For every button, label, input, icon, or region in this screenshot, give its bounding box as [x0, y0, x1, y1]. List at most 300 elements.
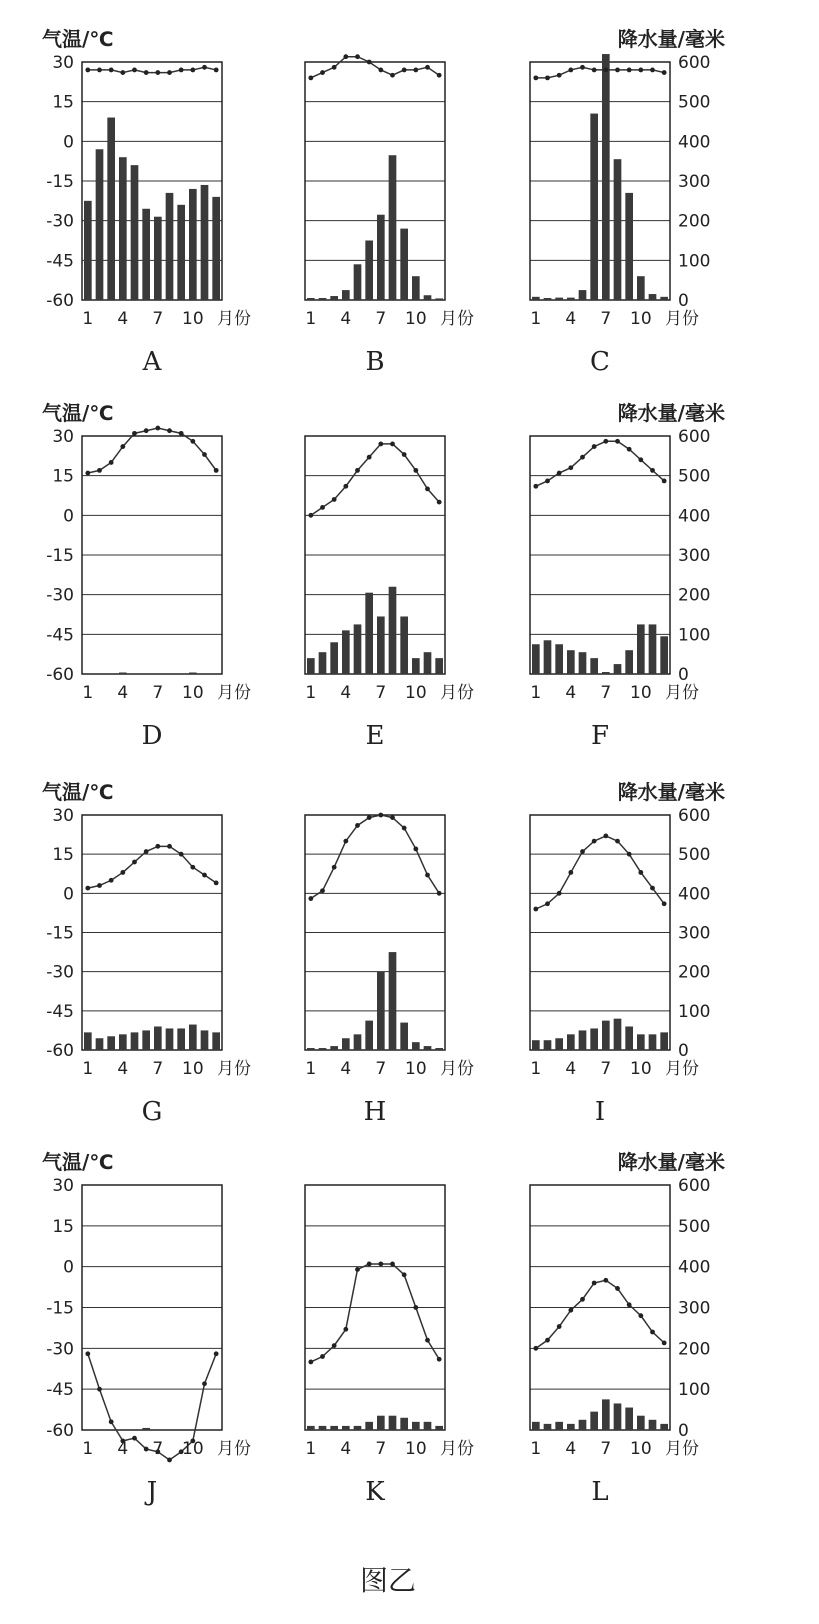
precip-bar-h — [435, 1048, 443, 1050]
temperature-point-d — [202, 452, 207, 457]
precip-bar-g — [107, 1036, 115, 1050]
month-tick-a: 1 — [82, 309, 94, 329]
precip-bar-k — [319, 1426, 327, 1430]
precip-bar-i — [590, 1028, 598, 1050]
temperature-point-a — [109, 68, 114, 73]
temperature-point-g — [144, 849, 149, 854]
precip-bar-c — [590, 114, 598, 300]
temperature-point-e — [437, 500, 442, 505]
month-tick-i: 1 — [530, 1059, 542, 1079]
temp-tick-g: 15 — [52, 845, 74, 866]
month-unit-i: 月份 — [665, 1059, 699, 1079]
precip-bar-c — [579, 290, 587, 300]
temperature-point-a — [97, 68, 102, 73]
month-tick-f: 10 — [630, 683, 652, 703]
precip-bar-b — [377, 215, 385, 300]
temperature-point-h — [320, 888, 325, 893]
panel-label-a: A — [142, 347, 162, 377]
temperature-point-d — [190, 439, 195, 444]
precip-bar-e — [365, 593, 373, 674]
panel-label-i: I — [594, 1097, 606, 1127]
precip-bar-a — [107, 118, 115, 300]
month-tick-d: 7 — [152, 683, 164, 703]
precip-bar-l — [555, 1422, 563, 1430]
precip-bar-a — [166, 193, 174, 300]
temperature-point-i — [592, 839, 597, 844]
temperature-point-d — [144, 428, 149, 433]
temperature-point-f — [580, 455, 585, 460]
temp-tick-a: -15 — [46, 172, 74, 192]
precip-bar-i — [544, 1040, 552, 1050]
temperature-point-d — [214, 468, 219, 473]
temperature-line-c — [536, 67, 664, 78]
temp-tick-j: -45 — [46, 1380, 74, 1401]
temp-tick-g: -15 — [46, 923, 74, 944]
month-unit-e: 月份 — [440, 683, 474, 703]
month-unit-f: 月份 — [665, 683, 699, 703]
precip-bar-l — [625, 1408, 633, 1430]
temperature-point-d — [85, 471, 90, 476]
temperature-point-h — [367, 815, 372, 820]
temperature-point-h — [332, 865, 337, 870]
temperature-point-l — [545, 1338, 550, 1343]
panel-label-l: L — [591, 1477, 609, 1507]
precip-bar-c — [544, 298, 552, 300]
precip-bar-b — [412, 276, 420, 300]
temperature-point-g — [179, 852, 184, 857]
temperature-point-l — [557, 1324, 562, 1329]
precip-tick-c: 600 — [678, 53, 711, 73]
precip-bar-a — [189, 189, 197, 300]
month-tick-l: 7 — [600, 1439, 612, 1459]
temperature-point-j — [202, 1381, 207, 1386]
precip-bar-i — [579, 1030, 587, 1050]
temperature-point-a — [214, 68, 219, 73]
precip-tick-f: 300 — [678, 546, 711, 566]
month-tick-g: 1 — [82, 1059, 94, 1079]
month-tick-e: 7 — [375, 683, 387, 703]
month-unit-j: 月份 — [217, 1439, 251, 1459]
temperature-point-f — [592, 444, 597, 449]
temperature-point-k — [308, 1360, 313, 1365]
month-tick-c: 1 — [530, 309, 542, 329]
precip-bar-a — [142, 209, 150, 300]
precip-bar-a — [177, 205, 185, 300]
precip-tick-f: 500 — [678, 466, 711, 487]
temperature-point-c — [557, 73, 562, 78]
precip-bar-g — [166, 1028, 174, 1050]
precip-tick-l: 0 — [678, 1421, 689, 1441]
precip-bar-d — [119, 673, 127, 675]
precip-bar-k — [330, 1426, 338, 1430]
precip-bar-e — [377, 616, 385, 674]
temp-tick-j: -30 — [46, 1339, 74, 1360]
month-unit-h: 月份 — [440, 1059, 474, 1079]
precip-bar-k — [435, 1426, 443, 1430]
precip-tick-f: 600 — [678, 427, 711, 447]
precip-tick-i: 100 — [678, 1001, 711, 1022]
precip-tick-i: 400 — [678, 884, 711, 905]
temperature-point-h — [425, 873, 430, 878]
precip-tick-l: 300 — [678, 1298, 711, 1319]
precip-bar-e — [342, 630, 350, 674]
temperature-point-b — [413, 68, 418, 73]
precip-bar-g — [84, 1032, 92, 1050]
temperature-point-d — [132, 431, 137, 436]
precip-tick-f: 100 — [678, 625, 711, 646]
temperature-line-i — [536, 836, 664, 909]
precip-bar-k — [412, 1422, 420, 1430]
temperature-point-e — [320, 505, 325, 510]
month-tick-d: 10 — [182, 683, 204, 703]
precip-bar-g — [154, 1027, 162, 1051]
precip-bar-k — [424, 1422, 432, 1430]
temperature-point-l — [580, 1297, 585, 1302]
month-tick-g: 7 — [152, 1059, 164, 1079]
temperature-point-e — [402, 452, 407, 457]
precip-bar-b — [342, 290, 350, 300]
temp-tick-d: 0 — [63, 506, 74, 527]
temp-axis-title-d: 气温/℃ — [42, 401, 114, 425]
precip-bar-e — [424, 652, 432, 674]
precip-bar-h — [389, 952, 397, 1050]
temperature-point-c — [627, 68, 632, 73]
panel-label-e: E — [365, 721, 385, 751]
precip-tick-f: 200 — [678, 585, 711, 606]
precip-bar-c — [660, 297, 668, 300]
temperature-point-k — [378, 1262, 383, 1267]
panel-label-h: H — [363, 1097, 387, 1127]
month-tick-k: 4 — [340, 1439, 352, 1459]
temp-tick-g: -30 — [46, 962, 74, 983]
temperature-point-l — [603, 1278, 608, 1283]
month-unit-g: 月份 — [217, 1059, 251, 1079]
temperature-point-k — [402, 1272, 407, 1277]
precip-tick-l: 100 — [678, 1380, 711, 1401]
precip-bar-b — [307, 298, 315, 300]
precip-bar-k — [365, 1422, 373, 1430]
precip-tick-l: 500 — [678, 1216, 711, 1237]
temperature-point-i — [533, 907, 538, 912]
month-tick-f: 4 — [565, 683, 577, 703]
precip-tick-l: 600 — [678, 1176, 711, 1196]
temperature-point-b — [332, 65, 337, 70]
temperature-point-k — [437, 1357, 442, 1362]
precip-bar-a — [84, 201, 92, 300]
temperature-point-g — [97, 883, 102, 888]
temperature-point-a — [202, 65, 207, 70]
month-tick-l: 1 — [530, 1439, 542, 1459]
temperature-point-i — [650, 886, 655, 891]
month-tick-j: 4 — [117, 1439, 129, 1459]
temperature-line-g — [88, 846, 216, 888]
temperature-point-a — [190, 68, 195, 73]
month-tick-j: 7 — [152, 1439, 164, 1459]
temperature-point-f — [557, 471, 562, 476]
temperature-point-j — [214, 1351, 219, 1356]
temperature-point-e — [425, 486, 430, 491]
temperature-point-k — [355, 1267, 360, 1272]
temperature-point-k — [343, 1327, 348, 1332]
precip-bar-f — [579, 652, 587, 674]
temperature-point-f — [638, 457, 643, 462]
precip-bar-h — [412, 1042, 420, 1050]
month-tick-c: 10 — [630, 309, 652, 329]
precip-bar-f — [567, 650, 575, 674]
panel-label-b: B — [365, 347, 385, 377]
precip-bar-f — [614, 664, 622, 674]
temperature-point-l — [662, 1340, 667, 1345]
temperature-point-j — [109, 1419, 114, 1424]
temp-tick-d: 30 — [52, 427, 74, 447]
temperature-line-h — [311, 815, 439, 899]
temperature-point-c — [545, 75, 550, 80]
precip-bar-g — [119, 1034, 127, 1050]
precip-tick-l: 400 — [678, 1257, 711, 1278]
temperature-point-a — [120, 70, 125, 75]
precip-bar-l — [544, 1424, 552, 1430]
temperature-point-a — [85, 68, 90, 73]
precip-bar-f — [590, 658, 598, 674]
precip-tick-i: 0 — [678, 1041, 689, 1061]
month-tick-i: 7 — [600, 1059, 612, 1079]
temperature-point-g — [202, 873, 207, 878]
temperature-point-b — [308, 75, 313, 80]
temperature-point-k — [390, 1262, 395, 1267]
month-tick-j: 1 — [82, 1439, 94, 1459]
temperature-point-k — [425, 1338, 430, 1343]
precip-bar-l — [602, 1399, 610, 1430]
precip-tick-i: 500 — [678, 845, 711, 866]
precip-bar-i — [532, 1040, 540, 1050]
temperature-point-j — [132, 1436, 137, 1441]
precip-tick-c: 400 — [678, 132, 711, 153]
temperature-point-f — [533, 484, 538, 489]
temperature-point-c — [662, 70, 667, 75]
panel-label-k: K — [365, 1477, 385, 1507]
month-tick-h: 4 — [340, 1059, 352, 1079]
precip-bar-h — [330, 1046, 338, 1050]
temperature-point-h — [378, 813, 383, 818]
temperature-point-i — [662, 901, 667, 906]
precip-bar-f — [660, 636, 668, 674]
temperature-point-l — [650, 1330, 655, 1335]
precip-tick-c: 300 — [678, 172, 711, 192]
precip-bar-i — [625, 1027, 633, 1051]
month-tick-h: 10 — [405, 1059, 427, 1079]
precip-bar-e — [307, 658, 315, 674]
temperature-point-b — [390, 73, 395, 78]
precip-tick-f: 0 — [678, 665, 689, 685]
temperature-point-j — [167, 1458, 172, 1463]
temp-axis-title-g: 气温/℃ — [42, 780, 114, 804]
temperature-point-h — [390, 815, 395, 820]
temp-tick-j: 0 — [63, 1257, 74, 1278]
temperature-point-g — [120, 870, 125, 875]
temperature-point-a — [144, 70, 149, 75]
panel-label-f: F — [590, 721, 610, 751]
temp-tick-g: 0 — [63, 884, 74, 905]
precip-tick-i: 200 — [678, 962, 711, 983]
temperature-point-d — [109, 460, 114, 465]
temperature-point-j — [97, 1387, 102, 1392]
temp-tick-g: -45 — [46, 1001, 74, 1022]
precip-bar-f — [649, 624, 657, 674]
precip-bar-l — [649, 1420, 657, 1430]
temp-tick-a: -30 — [46, 211, 74, 232]
precip-bar-c — [555, 298, 563, 300]
temperature-point-b — [402, 68, 407, 73]
temperature-point-g — [214, 880, 219, 885]
temperature-point-g — [109, 878, 114, 883]
month-tick-i: 10 — [630, 1059, 652, 1079]
figure-caption: 图乙 — [359, 1564, 417, 1597]
precip-tick-l: 200 — [678, 1339, 711, 1360]
temperature-point-k — [413, 1305, 418, 1310]
panel-label-j: J — [146, 1477, 158, 1507]
month-tick-c: 7 — [600, 309, 612, 329]
month-tick-e: 4 — [340, 683, 352, 703]
precip-bar-f — [625, 650, 633, 674]
temperature-point-h — [355, 823, 360, 828]
month-tick-k: 7 — [375, 1439, 387, 1459]
precip-tick-c: 500 — [678, 92, 711, 113]
month-tick-k: 1 — [305, 1439, 317, 1459]
precip-bar-l — [614, 1403, 622, 1430]
temperature-point-a — [155, 70, 160, 75]
precip-bar-h — [365, 1021, 373, 1050]
precip-bar-g — [177, 1028, 185, 1050]
precip-bar-e — [412, 658, 420, 674]
precip-tick-c: 0 — [678, 291, 689, 311]
temp-tick-d: -45 — [46, 625, 74, 646]
precip-bar-h — [342, 1038, 350, 1050]
temperature-point-i — [638, 870, 643, 875]
temp-tick-d: -15 — [46, 546, 74, 566]
temp-tick-d: 15 — [52, 466, 74, 487]
temperature-point-l — [568, 1308, 573, 1313]
temp-tick-d: -60 — [46, 665, 74, 685]
temperature-point-d — [167, 428, 172, 433]
month-tick-l: 10 — [630, 1439, 652, 1459]
temperature-point-d — [120, 444, 125, 449]
temperature-point-f — [545, 479, 550, 484]
temperature-point-f — [650, 468, 655, 473]
temperature-point-c — [533, 75, 538, 80]
temperature-point-c — [603, 68, 608, 73]
month-tick-e: 10 — [405, 683, 427, 703]
precip-bar-e — [319, 652, 327, 674]
month-tick-b: 10 — [405, 309, 427, 329]
month-unit-k: 月份 — [440, 1439, 474, 1459]
precip-tick-c: 100 — [678, 251, 711, 272]
precip-axis-title-f: 降水量/毫米 — [617, 401, 725, 425]
panel-label-d: D — [141, 721, 163, 751]
month-tick-d: 4 — [117, 683, 129, 703]
temperature-point-e — [332, 497, 337, 502]
temp-tick-j: -15 — [46, 1298, 74, 1319]
temperature-point-g — [190, 865, 195, 870]
month-tick-h: 1 — [305, 1059, 317, 1079]
temperature-point-j — [85, 1351, 90, 1356]
precip-bar-e — [400, 616, 408, 674]
temperature-point-e — [413, 468, 418, 473]
temp-tick-a: -60 — [46, 291, 74, 311]
precip-bar-k — [389, 1416, 397, 1430]
temperature-point-c — [615, 68, 620, 73]
temperature-point-f — [568, 465, 573, 470]
panel-label-c: C — [590, 347, 610, 377]
month-tick-f: 1 — [530, 683, 542, 703]
precip-bar-l — [637, 1416, 645, 1430]
temperature-point-b — [367, 60, 372, 65]
precip-bar-h — [400, 1023, 408, 1050]
precip-bar-k — [400, 1418, 408, 1430]
temp-axis-title-a: 气温/℃ — [42, 27, 114, 51]
month-tick-f: 7 — [600, 683, 612, 703]
temperature-point-k — [320, 1354, 325, 1359]
temperature-point-c — [568, 68, 573, 73]
precip-bar-e — [435, 658, 443, 674]
temp-tick-a: 15 — [52, 92, 74, 113]
temperature-point-j — [144, 1447, 149, 1452]
precip-bar-g — [201, 1030, 209, 1050]
temperature-point-h — [402, 826, 407, 831]
precip-bar-g — [212, 1032, 220, 1050]
temperature-point-c — [650, 68, 655, 73]
precip-bar-g — [189, 1025, 197, 1050]
temperature-point-l — [533, 1346, 538, 1351]
temperature-point-k — [332, 1343, 337, 1348]
temperature-point-g — [132, 860, 137, 865]
precip-bar-c — [614, 159, 622, 300]
month-tick-c: 4 — [565, 309, 577, 329]
month-tick-b: 1 — [305, 309, 317, 329]
temperature-point-g — [85, 886, 90, 891]
temperature-point-l — [615, 1286, 620, 1291]
precip-bar-h — [424, 1046, 432, 1050]
temperature-line-e — [311, 444, 439, 515]
precip-bar-f — [555, 644, 563, 674]
temperature-point-b — [355, 54, 360, 59]
precip-bar-c — [567, 298, 575, 300]
temperature-point-i — [557, 891, 562, 896]
month-tick-b: 4 — [340, 309, 352, 329]
precip-bar-a — [119, 157, 127, 300]
month-tick-h: 7 — [375, 1059, 387, 1079]
temperature-point-c — [638, 68, 643, 73]
temperature-point-a — [167, 70, 172, 75]
temperature-point-e — [378, 442, 383, 447]
precip-bar-a — [131, 165, 139, 300]
temperature-point-h — [413, 847, 418, 852]
temperature-point-i — [603, 833, 608, 838]
precip-bar-b — [424, 295, 432, 300]
precip-bar-c — [602, 54, 610, 300]
temperature-point-b — [378, 68, 383, 73]
panel-label-g: G — [141, 1097, 163, 1127]
precip-bar-f — [637, 624, 645, 674]
precip-bar-d — [189, 673, 197, 675]
precip-bar-i — [614, 1019, 622, 1050]
precip-bar-j — [142, 1428, 150, 1430]
precip-bar-i — [555, 1038, 563, 1050]
month-tick-a: 7 — [152, 309, 164, 329]
precip-bar-e — [389, 587, 397, 674]
precip-tick-f: 400 — [678, 506, 711, 527]
month-unit-l: 月份 — [665, 1439, 699, 1459]
month-tick-e: 1 — [305, 683, 317, 703]
